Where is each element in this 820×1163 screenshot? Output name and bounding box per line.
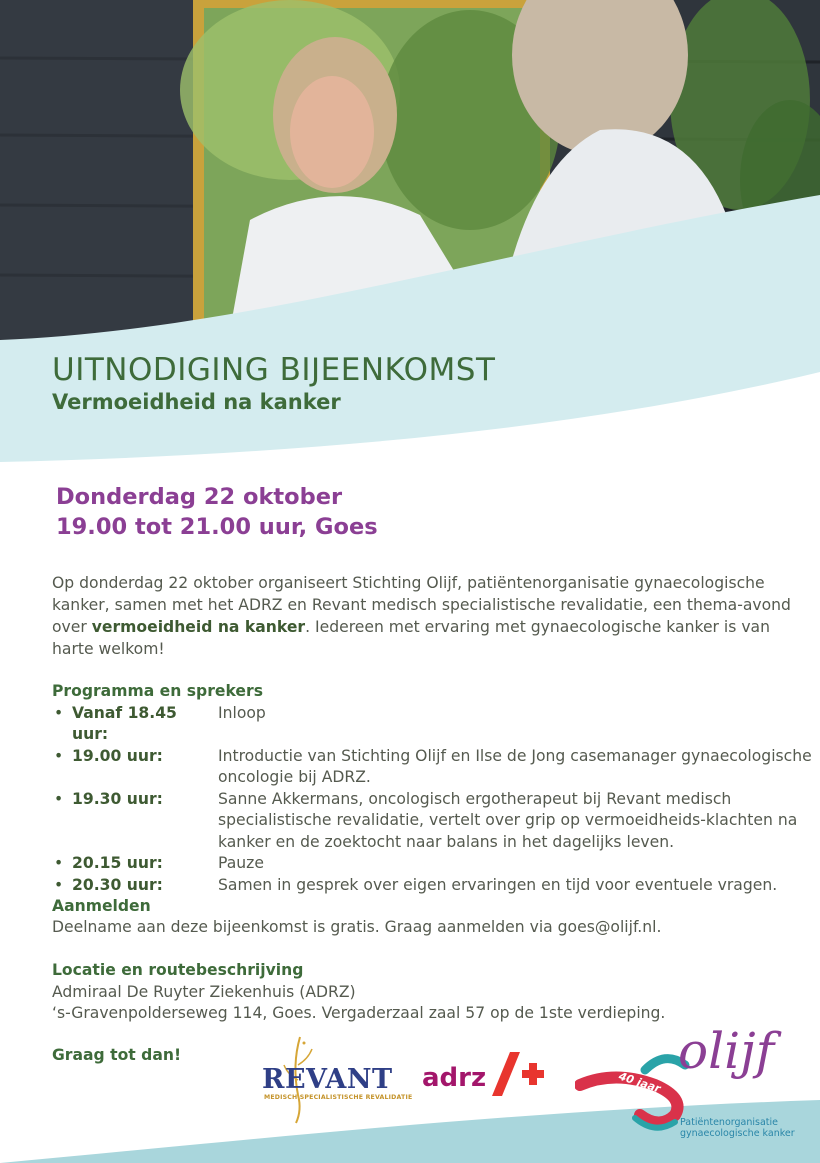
location-heading: Locatie en routebeschrijving xyxy=(52,961,304,979)
list-item xyxy=(52,789,812,854)
signup-heading: Aanmelden xyxy=(52,897,151,915)
olijf-badge: 40 jaar xyxy=(617,1069,663,1096)
program-time: • 19.00 uur: xyxy=(72,746,163,765)
olijf-logo-subtext xyxy=(680,1117,795,1139)
intro-bold: vermoeidheid na kanker xyxy=(91,618,306,636)
page-subtitle: Vermoeidheid na kanker xyxy=(52,390,341,414)
olijf-sub-line-1: Patiëntenorganisatie xyxy=(680,1117,778,1128)
program-time: • 20.30 uur: xyxy=(72,875,163,894)
program-time: • 19.30 uur: xyxy=(72,789,163,808)
intro-paragraph xyxy=(52,572,797,660)
event-date: Donderdag 22 oktober xyxy=(56,484,343,510)
signup-text: Deelname aan deze bijeenkomst is gratis. Graag aanmelden via goes@olijf.nl. xyxy=(52,918,662,936)
closing-text: Graag tot dan! xyxy=(52,1046,182,1064)
list-item xyxy=(52,875,812,897)
list-item xyxy=(52,746,812,789)
signup-section xyxy=(52,896,661,938)
list-item xyxy=(52,703,812,746)
adrz-logo-icon xyxy=(422,1048,552,1108)
program-heading: Programma en sprekers xyxy=(52,682,263,700)
location-section xyxy=(52,960,665,1025)
location-line-1: Admiraal De Ruyter Ziekenhuis (ADRZ) xyxy=(52,982,356,1001)
program-time: • 20.15 uur: xyxy=(72,854,163,872)
program-desc: Inloop xyxy=(218,703,266,722)
event-time: 19.00 tot 21.00 uur, Goes xyxy=(56,514,378,540)
revant-logo-subtext: MEDISCH SPECIALISTISCHE REVALIDATIE xyxy=(264,1094,413,1101)
revant-logo-text: REVANT xyxy=(262,1064,393,1095)
intro-text-1: Op donderdag 22 oktober organiseert Stichting Olijf, patiëntenorganisatie gynaecologische kanker, samen met het ADRZ en Revant medisch specialistische revalidatie, een thema-avond over xyxy=(52,574,791,636)
program-desc: Pauze xyxy=(218,854,264,872)
olijf-sub-line-2: gynaecologische kanker xyxy=(680,1128,795,1139)
program-desc: Sanne Akkermans, oncologisch ergotherapeut bij Revant medisch specialistische revalidatie, vertelt over grip op vermoeidheids-klachten na kanker en de zoektocht naar balans in het dagelijks leven. xyxy=(218,789,798,851)
program-time: • Vanaf 18.45 uur: xyxy=(72,703,177,743)
intro-text-2: . Iedereen met ervaring met gynaecologische kanker is van harte welkom! xyxy=(52,618,770,658)
program-list xyxy=(52,703,812,897)
program-section xyxy=(52,681,812,896)
program-desc: Samen in gesprek over eigen ervaringen en tijd voor eventuele vragen. xyxy=(218,875,778,894)
program-desc: Introductie van Stichting Olijf en Ilse de Jong casemanager gynaecologische oncologie bij ADRZ. xyxy=(218,746,812,786)
adrz-logo-text: adrz xyxy=(422,1063,487,1093)
location-line-2: ‘s-Gravenpolderseweg 114, Goes. Vergaderzaal zaal 57 op de 1ste verdieping. xyxy=(52,1004,666,1022)
event-datetime xyxy=(56,482,378,542)
olijf-logo-text: olijf xyxy=(678,1022,775,1080)
page-title: UITNODIGING BIJEENKOMST xyxy=(52,352,496,388)
list-item xyxy=(52,853,812,875)
